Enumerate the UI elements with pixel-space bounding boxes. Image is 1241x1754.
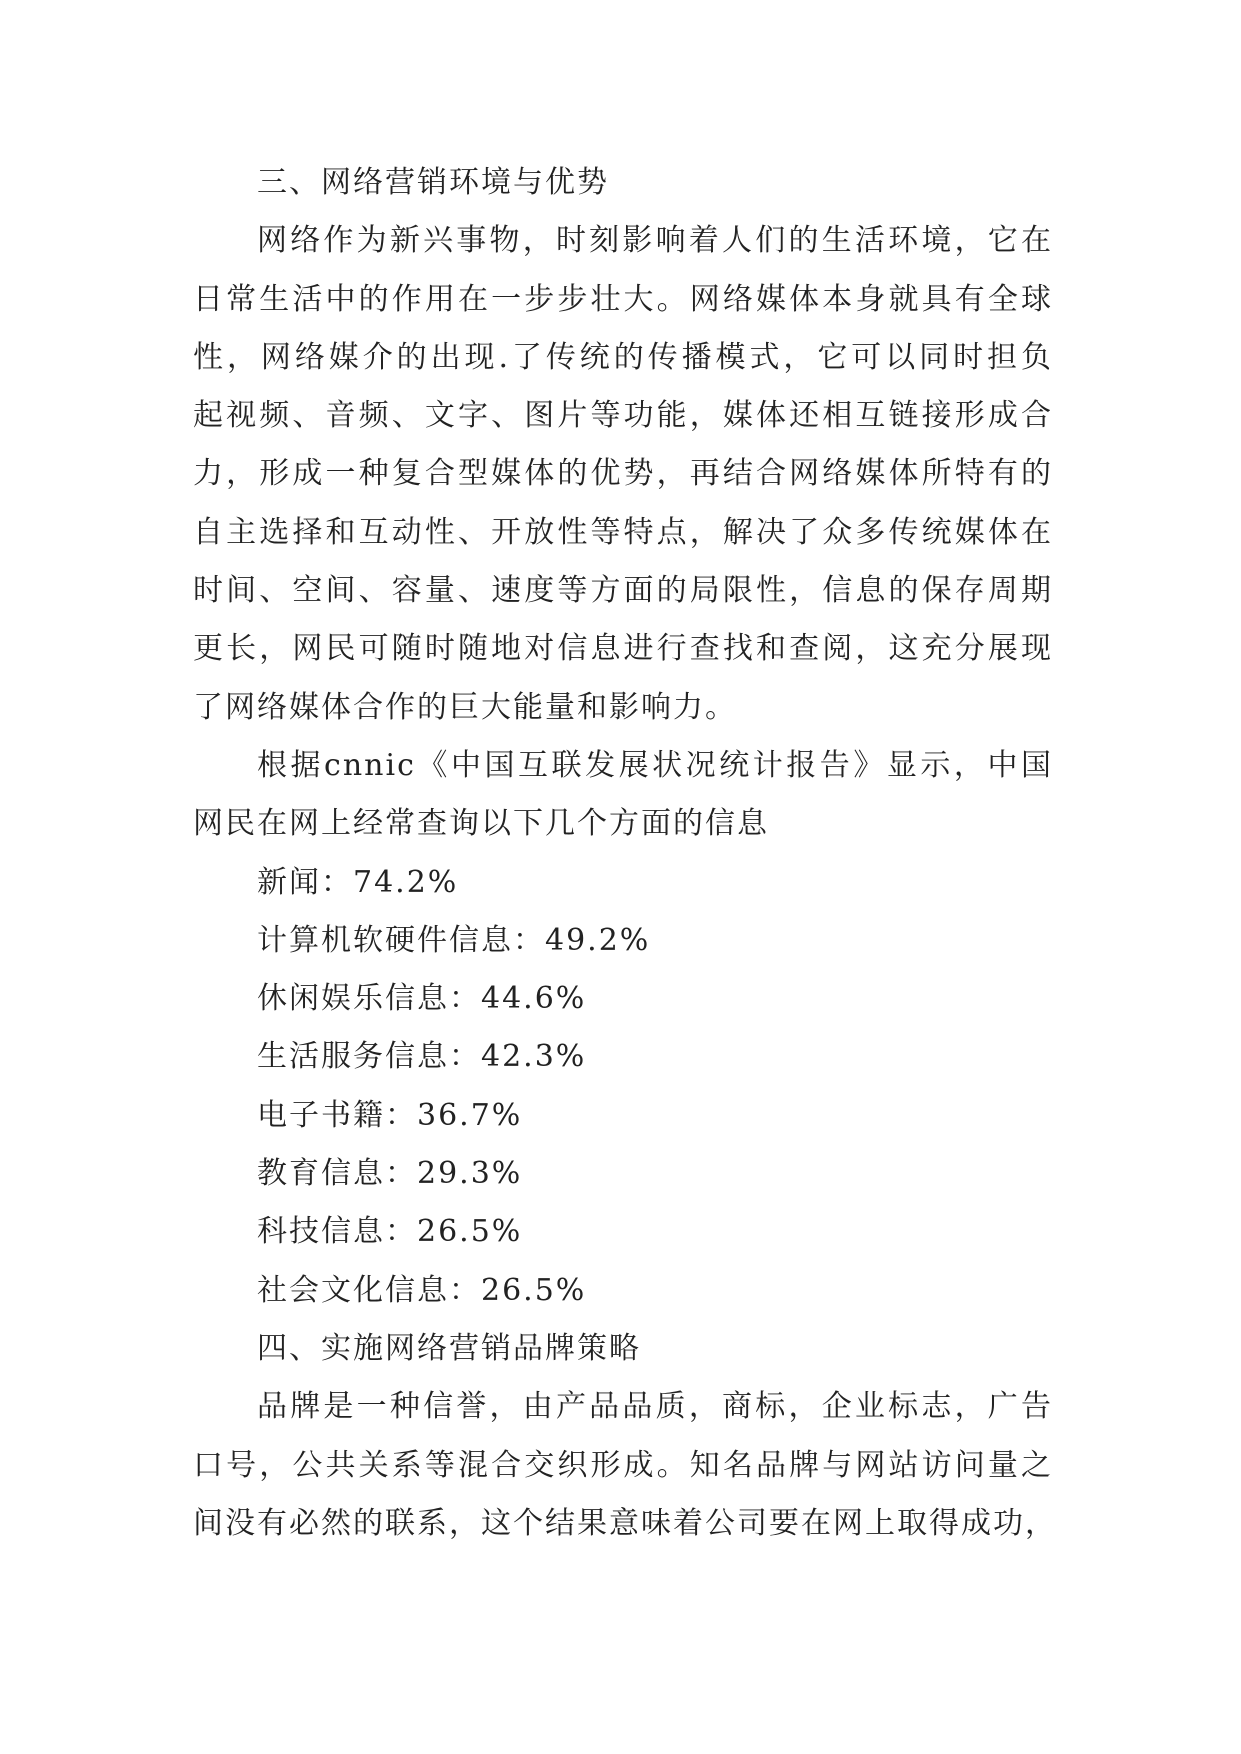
section-heading: 三、网络营销环境与优势 [257,165,609,200]
stat-item: 社会文化信息：26.5% [257,1272,587,1308]
paragraph-line: 了网络媒体合作的巨大能量和影响力。 [193,689,737,725]
paragraph-line: 网络作为新兴事物，时刻影响着人们的生活环境，它在 [257,223,1053,259]
paragraph-line: 日常生活中的作用在一步步壮大。网络媒体本身就具有全球 [193,281,1053,317]
stat-item: 教育信息：29.3% [257,1156,523,1192]
stat-item: 新闻：74.2% [257,864,459,900]
stat-item: 电子书籍：36.7% [257,1097,523,1133]
paragraph-line: 品牌是一种信誉，由产品品质，商标，企业标志，广告 [257,1389,1053,1425]
paragraph-line: 自主选择和互动性、开放性等特点，解决了众多传统媒体在 [193,514,1053,550]
paragraph-line: 根据cnnic《中国互联发展状况统计报告》显示，中国 [257,747,1053,783]
stat-item: 休闲娱乐信息：44.6% [257,981,587,1017]
stat-item: 生活服务信息：42.3% [257,1039,587,1075]
paragraph-line: 时间、空间、容量、速度等方面的局限性，信息的保存周期 [193,573,1053,609]
paragraph-line: 力，形成一种复合型媒体的优势，再结合网络媒体所特有的 [193,456,1053,492]
stat-item: 计算机软硬件信息：49.2% [257,922,651,958]
paragraph-line: 起视频、音频、文字、图片等功能，媒体还相互链接形成合 [193,398,1053,434]
stat-item: 科技信息：26.5% [257,1214,523,1250]
document-body [193,154,1057,1553]
paragraph-line: 更长，网民可随时随地对信息进行查找和查阅，这充分展现 [193,631,1053,667]
paragraph-line: 口号，公共关系等混合交织形成。知名品牌与网站访问量之 [193,1447,1053,1483]
section-heading: 四、实施网络营销品牌策略 [257,1330,641,1366]
paragraph-line: 性，网络媒介的出现.了传统的传播模式，它可以同时担负 [193,339,1053,375]
paragraph-line: 间没有必然的联系，这个结果意味着公司要在网上取得成功， [193,1505,1057,1541]
paragraph-line: 网民在网上经常查询以下几个方面的信息 [193,806,769,842]
